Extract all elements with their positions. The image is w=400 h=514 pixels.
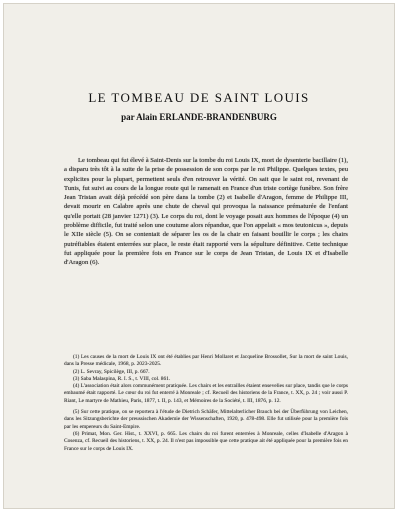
footnotes bbox=[64, 354, 348, 453]
article-byline: par Alain ERLANDE-BRANDENBURG bbox=[121, 112, 277, 122]
document-page bbox=[3, 3, 395, 509]
footnote-3: (3) Saba Malaspina, R. I. S., t. VIII, col. 861. bbox=[73, 375, 171, 382]
footnote-1: (1) Les causes de la mort de Louis IX ont été établies par Henri Mollaret et Jacqueline Brossollet, Sur la mort de saint Louis, dans la Presse médicale, 1968, p. 2023-2025. bbox=[64, 354, 348, 368]
footnote-4: (4) L'association était alors communément pratiquée. Les chairs et les entrailles étaient ensevelies sur place, tandis que le corps embaumé était rapporté. Le cœur du roi fut enterré à Monreale ; cf. Recueil des historiens de la France, t. XX, p. 24 ; voir aussi P. Riant, Le martyre de Mathieu, Paris, 1877, t. II, p. 143, et Mémoires de la Société, t. III, 1876, p. 12. bbox=[64, 383, 348, 404]
footnote-5: (5) Sur cette pratique, on se reportera à l'étude de Dietrich Schäfer, Mittelalterlicher Brauch bei der Überführung von Leichen, dans les Sitzungsberichte der preussischen Akademie der Wissenschaften, 1920, p. 478-498. Elle fut utilisée pour la première fois par les empereurs du Saint-Empire. bbox=[64, 409, 348, 430]
footnote-2: (2) L. Sevray, Spicilège, III, p. 667. bbox=[73, 368, 150, 375]
footnote-6: (6) Primat, Mon. Ger. Hist., t. XXVI, p. 665. Les chairs du roi furent enterrées à Monreale, celles d'Isabelle d'Aragon à Cosenza, cf. Recueil des historiens, t. XX, p. 24. Il n'est pas impossible que cette pratique ait été appliquée pour la première fois en France sur le corps de Louis IX. bbox=[64, 430, 348, 452]
article-title: LE TOMBEAU DE SAINT LOUIS bbox=[88, 90, 310, 105]
article-body-paragraph: Le tombeau qui fut élevé à Saint-Denis sur la tombe du roi Louis IX, mort de dysenterie bacillaire (1), a disparu très tôt à la suite de la prise de possession de son corps par le roi Philippe. Quelques textes, peu explicites pour la plupart, permettent seuls d'en retrouver la vérité. On sait que le saint roi, revenant de Tunis, fut suivi au cours de la longue route qui le ramenait en France d'un triste cortège funèbre. Son frère Jean Tristan avait déjà précédé son père dans la tombe (2) et Isabelle d'Aragon, femme de Philippe III, devait mourir en Calabre après une chute de cheval qui provoqua la naissance prématurée de l'enfant qu'elle portait (28 janvier 1271) (3). Le corps du roi, dont le voyage posait aux hommes de l'époque (4) un problème difficile, fut traité selon une coutume alors répandue, que l'on appelait « mos teutonicus », depuis le XIIe siècle (5). On se contentait de séparer les os de la chair en faisant bouillir le corps ; les chairs putréfiables étaient enterrées sur place, le reste était rapporté vers la sépulture définitive. Cette technique fut appliquée pour la première fois en France sur le corps de Jean Tristan, de Louis IX et d'Isabelle d'Aragon (6). bbox=[64, 157, 348, 267]
